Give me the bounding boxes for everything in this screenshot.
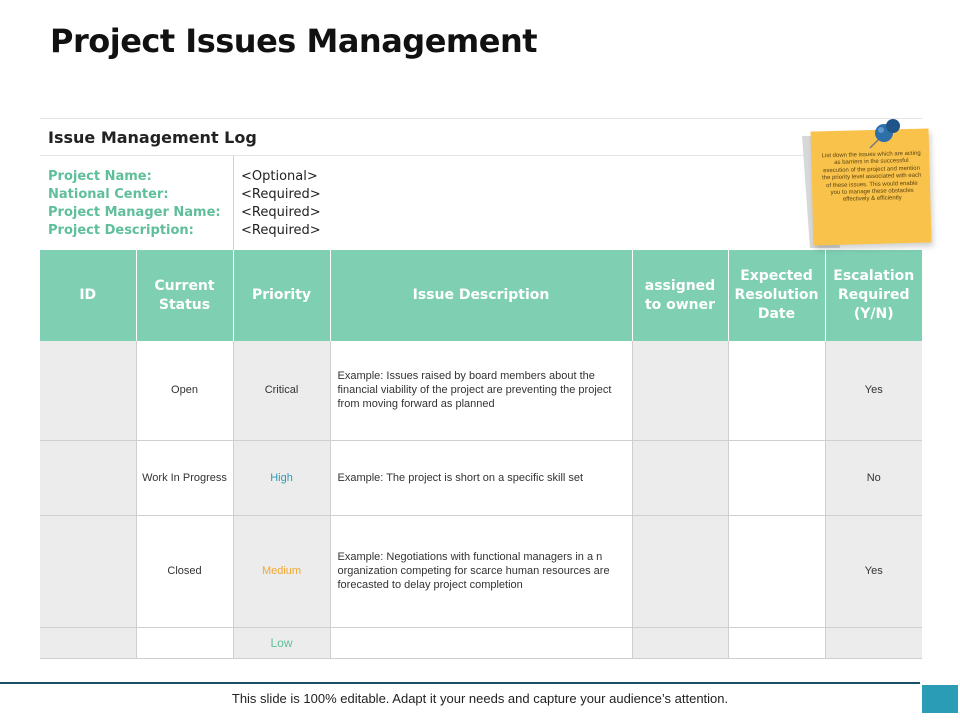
issues-table <box>40 250 922 659</box>
project-info-labels <box>40 156 234 250</box>
push-pin-icon <box>866 116 910 152</box>
cell-status[interactable] <box>136 627 233 658</box>
cell-description[interactable]: Example: Issues raised by board members about the financial viability of the project are preventing the project from moving forward as planned <box>330 341 632 440</box>
cell-date[interactable] <box>728 341 825 440</box>
page-title: Project Issues Management <box>50 22 538 60</box>
cell-description[interactable] <box>330 627 632 658</box>
header-current-status: Current Status <box>136 250 233 341</box>
cell-id[interactable] <box>40 627 136 658</box>
header-id: ID <box>40 250 136 341</box>
cell-status[interactable]: Closed <box>136 515 233 627</box>
project-description-label: Project Description: <box>48 223 194 238</box>
cell-status[interactable]: Work In Progress <box>136 440 233 515</box>
cell-id[interactable] <box>40 515 136 627</box>
cell-owner[interactable] <box>632 627 728 658</box>
project-description-value[interactable]: <Required> <box>241 223 321 238</box>
cell-id[interactable] <box>40 341 136 440</box>
cell-date[interactable] <box>728 515 825 627</box>
footer-accent-block <box>922 685 958 713</box>
cell-escalation[interactable]: No <box>825 440 922 515</box>
cell-owner[interactable] <box>632 440 728 515</box>
cell-status[interactable]: Open <box>136 341 233 440</box>
cell-priority[interactable]: Critical <box>233 341 330 440</box>
cell-id[interactable] <box>40 440 136 515</box>
national-center-label: National Center: <box>48 187 169 202</box>
project-name-value[interactable]: <Optional> <box>241 169 318 184</box>
cell-owner[interactable] <box>632 341 728 440</box>
national-center-value[interactable]: <Required> <box>241 187 321 202</box>
project-manager-name-value[interactable]: <Required> <box>241 205 321 220</box>
header-assigned-owner: assigned to owner <box>632 250 728 341</box>
header-priority: Priority <box>233 250 330 341</box>
header-escalation: Escalation Required (Y/N) <box>825 250 922 341</box>
table-header-row <box>40 250 922 341</box>
cell-date[interactable] <box>728 627 825 658</box>
table-row <box>40 440 922 515</box>
issue-log-header <box>40 118 922 156</box>
issue-log-title: Issue Management Log <box>48 128 257 147</box>
footer-divider <box>0 682 920 684</box>
project-info-values <box>241 168 321 240</box>
cell-date[interactable] <box>728 440 825 515</box>
cell-escalation[interactable]: Yes <box>825 341 922 440</box>
footer-caption: This slide is 100% editable. Adapt it your needs and capture your audience’s attention. <box>231 691 729 706</box>
cell-description[interactable]: Example: Negotiations with functional managers in a n organization competing for scarce human resources are forecasted to delay project completion <box>330 515 632 627</box>
sticky-note-text: List down the issues which are acting as barriers in the successful execution of the project and mention the priority level associated with each of these issues. This would enable you to manage these obstacles effectively & efficiently <box>821 150 922 204</box>
table-row <box>40 627 922 658</box>
project-manager-name-label: Project Manager Name: <box>48 205 221 220</box>
cell-description[interactable]: Example: The project is short on a specific skill set <box>330 440 632 515</box>
project-info-section <box>40 156 922 250</box>
cell-escalation[interactable] <box>825 627 922 658</box>
header-resolution-date: Expected Resolution Date <box>728 250 825 341</box>
table-row <box>40 341 922 440</box>
cell-priority[interactable]: High <box>233 440 330 515</box>
cell-priority[interactable]: Medium <box>233 515 330 627</box>
table-row <box>40 515 922 627</box>
cell-owner[interactable] <box>632 515 728 627</box>
header-issue-description: Issue Description <box>330 250 632 341</box>
project-name-label: Project Name: <box>48 169 152 184</box>
cell-priority[interactable]: Low <box>233 627 330 658</box>
cell-escalation[interactable]: Yes <box>825 515 922 627</box>
